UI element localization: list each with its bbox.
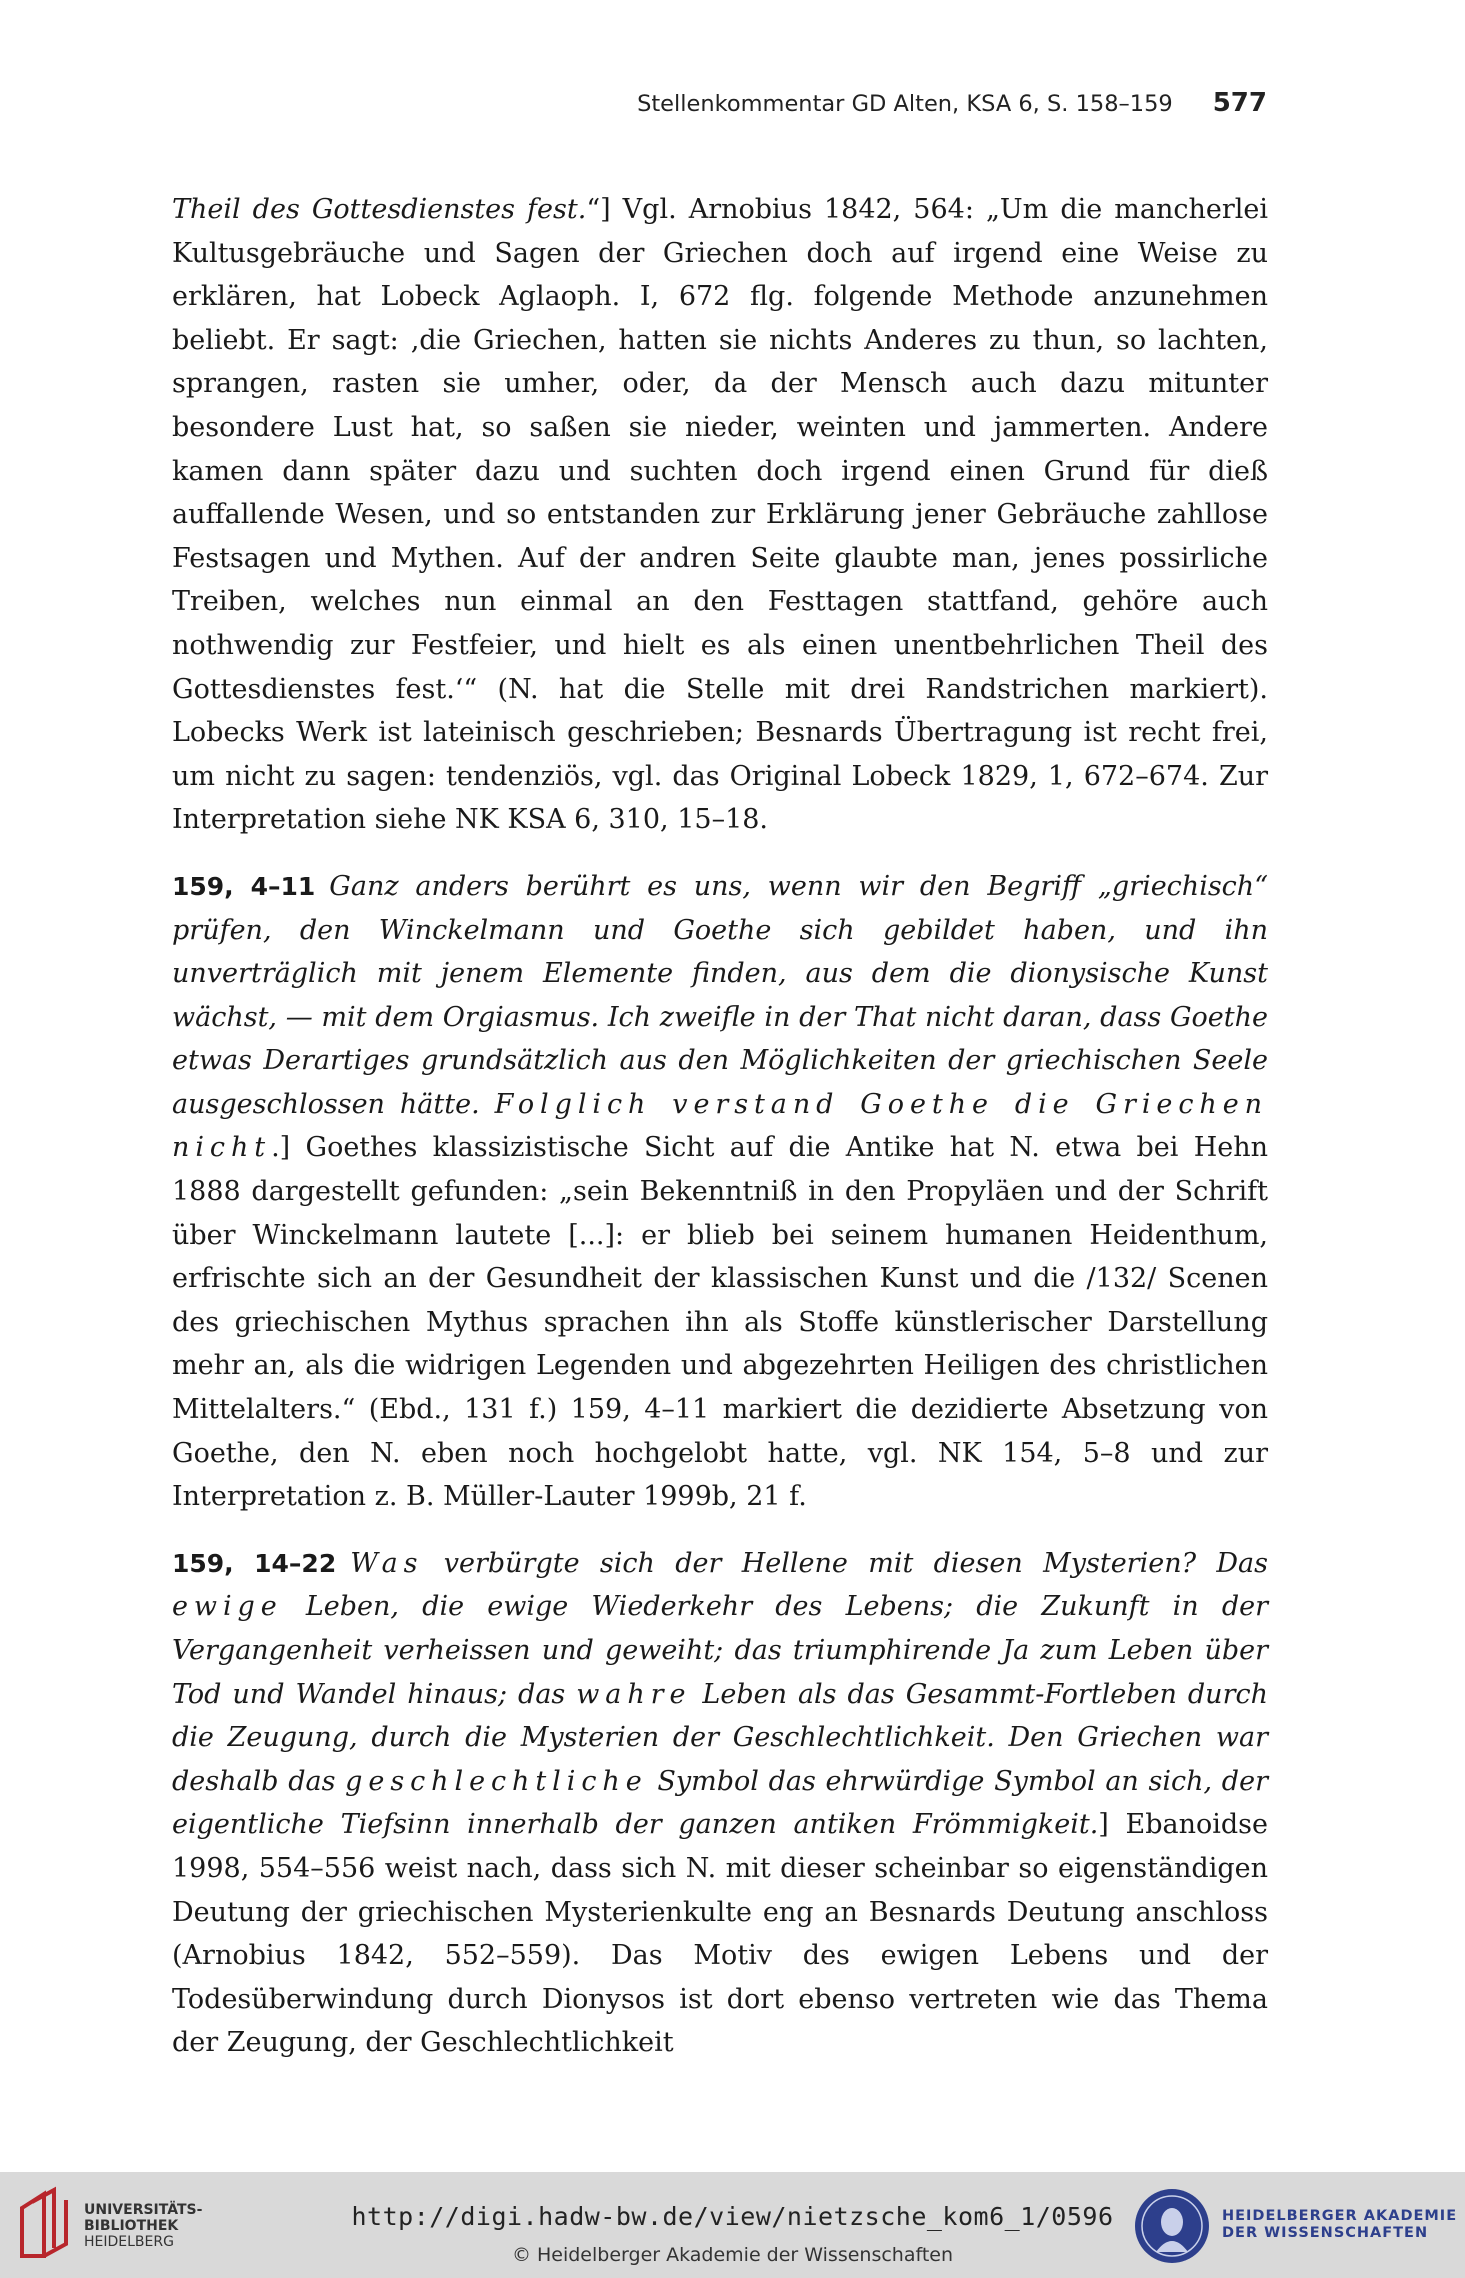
source-url-link[interactable]: http://digi.hadw-bw.de/view/nietzsche_kom6_1/0596 (351, 2202, 1114, 2231)
commentary-text: “] Vgl. Arnobius 1842, 564: „Um die mancherlei Kultusgebräuche und Sagen der Griechen doch auf irgend eine Weise zu erklären, hat Lobeck Aglaoph. I, 672 flg. folgende Methode anzunehmen beliebt. Er sagt: ‚die Griechen, hatten sie nichts Anderes zu thun, so lachten, sprangen, rasten sie umher, oder, da der Mensch auch dazu mitunter besondere Lust hat, so saßen sie nieder, weinten und jammerten. Andere kamen dann später dazu und suchten doch irgend einen Grund für dieß auffallende Wesen, und so entstanden zur Erklärung jener Gebräuche zahllose Festsagen und Mythen. Auf der andren Seite glaubte man, jenes possirliche Treiben, welches nun einmal an den Festtagen stattfand, gehöre auch nothwendig zur Festfeier, und hielt es als einen unentbehrlichen Theil des Gottesdienstes fest.‘“ (N. hat die Stelle mit drei Randstrichen markiert). Lobecks Werk ist lateinisch geschrieben; Besnards Übertragung ist recht frei, um nicht zu sagen: tendenziös, vgl. das Original Lobeck 1829, 1, 672–674. Zur Interpretation siehe NK KSA 6, 310, 15–18. (172, 194, 1268, 836)
lemma: Ganz anders berührt es uns, wenn wir den Begriff „griechisch“ prüfen, den Winckelmann und Goethe sich gebildet haben, und ihn unverträglich mit jenem Elemente finden, aus dem die dionysische Kunst wächst, — mit dem Orgiasmus. Ich zweifle in der That nicht daran, dass Goethe etwas Derartiges grundsätzlich aus den Möglichkeiten der griechischen Seele ausgeschlossen hätte. (172, 870, 1268, 1120)
university-library-name: UNIVERSITÄTS- BIBLIOTHEK HEIDELBERG (84, 2202, 203, 2250)
commentary-paragraph-3 (172, 1542, 1268, 2065)
line-reference: 159, 14–22 (172, 1548, 337, 1578)
running-header (637, 88, 1267, 118)
lemma-spaced: geschlechtliche (345, 1765, 648, 1797)
lemma-spaced: Was (350, 1547, 424, 1579)
academy-name: HEIDELBERGER AKADEMIE DER WISSENSCHAFTEN (1222, 2208, 1458, 2241)
lemma-spaced: wahre (576, 1678, 692, 1710)
lemma: verbürgte sich der Hellene mit diesen Mysterien? Das (423, 1547, 1268, 1579)
line-reference: 159, 4–11 (172, 871, 316, 901)
running-title: Stellenkommentar GD Alten, KSA 6, S. 158–159 (637, 91, 1173, 117)
copyright-notice: © Heidelberger Akademie der Wissenschaften (511, 2244, 954, 2266)
commentary-paragraph-2 (172, 865, 1268, 1519)
commentary-text: ] Ebanoidse 1998, 554–556 weist nach, dass sich N. mit dieser scheinbar so eigenständigen Deutung der griechischen Mysterienkulte eng an Besnards Deutung anschloss (Arnobius 1842, 552–559). Das Motiv des ewigen Lebens und der Todesüberwindung durch Dionysos ist dort ebenso vertreten wie das Thema der Zeugung, der Geschlechtlichkeit (172, 1809, 1268, 2059)
lemma: Symbol das ehrwürdige Symbol an sich, der eigentliche Tiefsinn innerhalb der ganzen antiken Frömmigkeit. (172, 1765, 1268, 1841)
academy-seal-icon (1132, 2186, 1212, 2266)
lemma: Leben als das Gesammt-Fortleben durch die Zeugung, durch die Mysterien der Geschlechtlichkeit. Den Griechen war deshalb das (172, 1678, 1268, 1797)
page-number: 577 (1212, 88, 1267, 118)
lemma-end: Theil des Gottesdienstes fest. (172, 194, 587, 225)
lemma-spaced: ewige (172, 1591, 283, 1623)
digitization-footer (0, 2172, 1465, 2278)
lemma-spaced: Folglich verstand Goethe die Griechen nicht (172, 1088, 1268, 1164)
commentary-paragraph-1 (172, 188, 1268, 842)
lemma: Leben, die ewige Wiederkehr des Lebens; die Zukunft in der Vergangenheit verheissen und geweiht; das triumphirende Ja zum Leben über Tod und Wandel hinaus; das (172, 1591, 1268, 1710)
commentary-text: .] Goethes klassizistische Sicht auf die Antike hat N. etwa bei Hehn 1888 dargestellt gefunden: „sein Bekenntniß in den Propyläen und der Schrift über Winckelmann lautete [...]: er blieb bei seinem humanen Heidenthum, erfrischte sich an der Gesundheit der klassischen Kunst und die /132/ Scenen des griechischen Mythus sprachen ihn als Stoffe künstlerischer Darstellung mehr an, als die widrigen Legenden und abgezehrten Heiligen des christlichen Mittelalters.“ (Ebd., 131 f.) 159, 4–11 markiert die dezidierte Absetzung von Goethe, den N. eben noch hochgelobt hatte, vgl. NK 154, 5–8 und zur Interpretation z. B. Müller-Lauter 1999b, 21 f. (172, 1132, 1268, 1513)
commentary-body (172, 188, 1268, 2088)
